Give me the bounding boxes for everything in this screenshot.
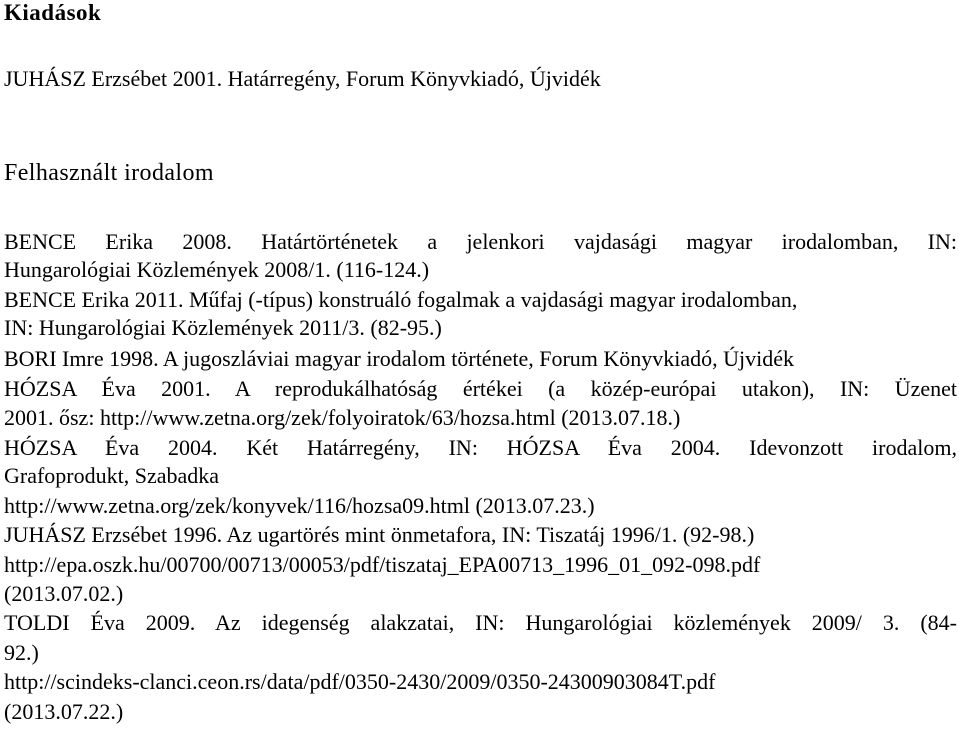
bibliography-line: 92.) xyxy=(4,640,39,665)
bibliography-line: 2001. ősz: http://www.zetna.org/zek/folyoiratok/63/hozsa.html (2013.07.18.) xyxy=(4,405,681,430)
bibliography-line: TOLDI Éva 2009. Az idegenség alakzatai, IN: Hungarológiai közlemények 2009/ 3. (84- xyxy=(4,610,957,635)
bibliography-line: BORI Imre 1998. A jugoszláviai magyar irodalom története, Forum Könyvkiadó, Újvidék xyxy=(4,346,795,371)
publication-entry: JUHÁSZ Erzsébet 2001. Határregény, Forum Könyvkiadó, Újvidék xyxy=(4,66,601,91)
bibliography-line: (2013.07.22.) xyxy=(4,699,124,724)
section-title-felhasznalt-irodalom: Felhasznált irodalom xyxy=(4,160,214,186)
bibliography-line: HÓZSA Éva 2001. A reprodukálhatóság értékei (a közép-európai utakon), IN: Üzenet xyxy=(4,376,957,401)
bibliography-url: http://scindeks-clanci.ceon.rs/data/pdf/0350-2430/2009/0350-24300903084T.pdf xyxy=(4,669,716,694)
bibliography-line: Grafoprodukt, Szabadka xyxy=(4,463,220,488)
bibliography-line: BENCE Erika 2011. Műfaj (-típus) konstruáló fogalmak a vajdasági magyar irodalomban, xyxy=(4,287,798,312)
section-title-kiadasok: Kiadások xyxy=(4,0,102,25)
bibliography-url: http://epa.oszk.hu/00700/00713/00053/pdf/tiszataj_EPA00713_1996_01_092-098.pdf xyxy=(4,552,761,577)
bibliography-line: JUHÁSZ Erzsébet 1996. Az ugartörés mint önmetafora, IN: Tiszatáj 1996/1. (92-98.) xyxy=(4,522,755,547)
bibliography-line: Hungarológiai Közlemények 2008/1. (116-124.) xyxy=(4,257,430,282)
bibliography-line: IN: Hungarológiai Közlemények 2011/3. (82-95.) xyxy=(4,315,442,340)
bibliography-url: http://www.zetna.org/zek/konyvek/116/hozsa09.html (2013.07.23.) xyxy=(4,493,595,518)
bibliography-line: BENCE Erika 2008. Határtörténetek a jelenkori vajdasági magyar irodalomban, IN: xyxy=(4,229,957,254)
bibliography-line: HÓZSA Éva 2004. Két Határregény, IN: HÓZSA Éva 2004. Idevonzott irodalom, xyxy=(4,435,957,460)
bibliography-line: (2013.07.02.) xyxy=(4,581,124,606)
